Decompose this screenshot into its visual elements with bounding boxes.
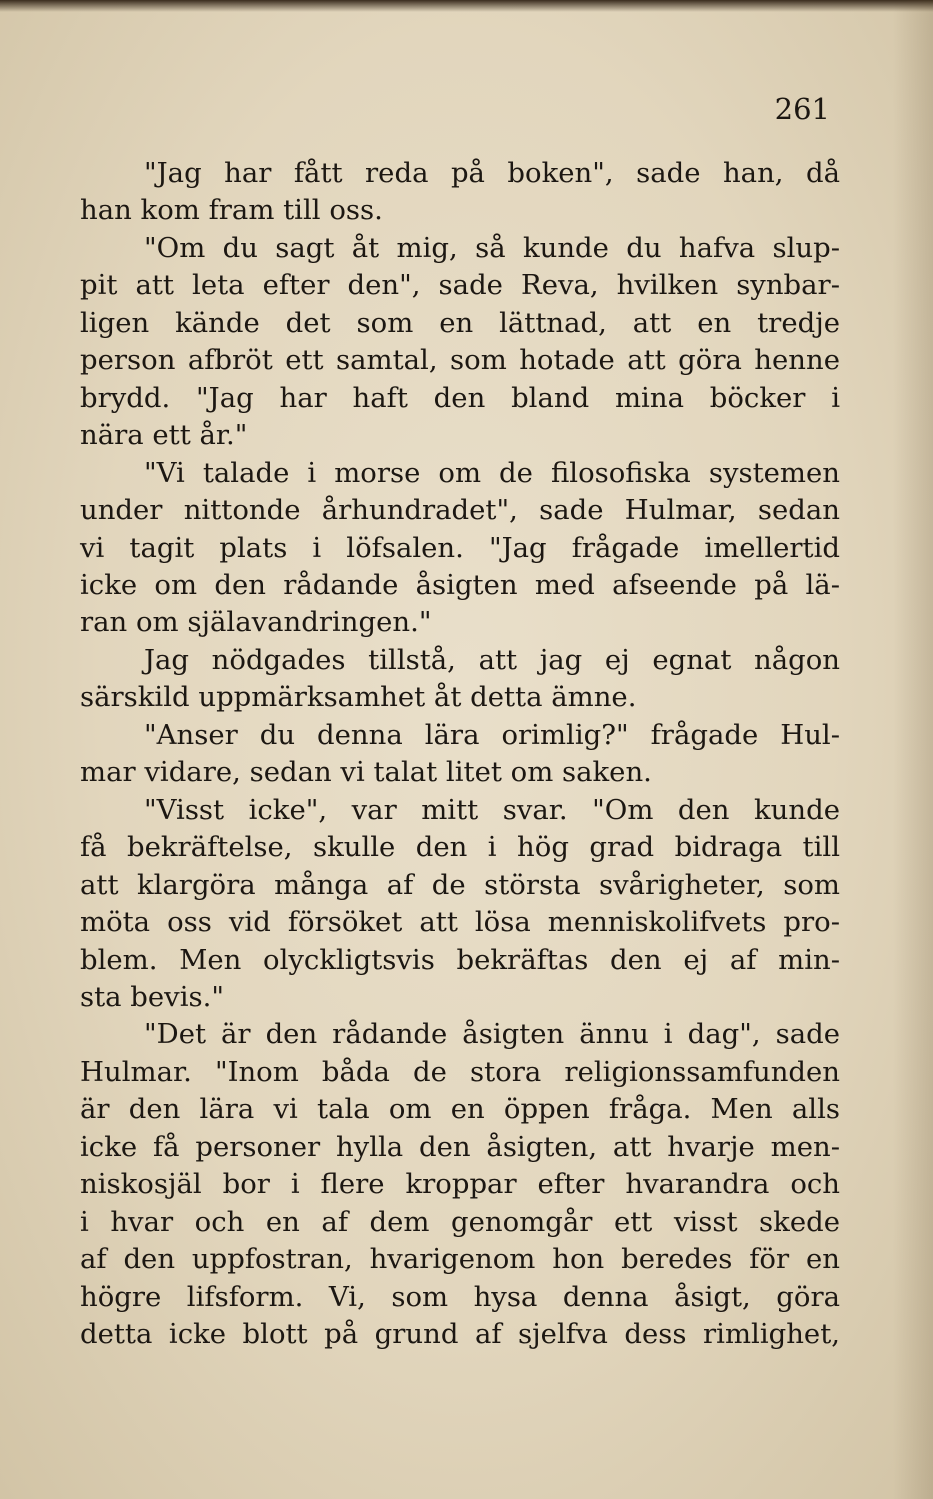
text-line: af den uppfostran, hvarigenom hon beredes för en	[80, 1243, 840, 1276]
text-line: icke om den rådande åsigten med afseende på lä-	[80, 568, 840, 601]
text-line: i hvar och en af dem genomgår ett visst skede	[80, 1205, 840, 1238]
text-line: "Anser du denna lära orimlig?" frågade Hul-	[144, 718, 840, 751]
text-line: "Vi talade i morse om de filosofiska systemen	[144, 456, 840, 489]
text-line: han kom fram till oss.	[80, 194, 383, 227]
text-line: nära ett år."	[80, 419, 248, 452]
text-line: pit att leta efter den", sade Reva, hvilken synbar-	[80, 269, 840, 302]
text-line: "Om du sagt åt mig, så kunde du hafva slup-	[144, 231, 840, 264]
text-line: att klargöra många af de största svårigheter, som	[80, 868, 840, 901]
text-line: "Visst icke", var mitt svar. "Om den kunde	[144, 793, 840, 826]
text-line: person afbröt ett samtal, som hotade att göra henne	[80, 344, 840, 377]
text-line: är den lära vi tala om en öppen fråga. Men alls	[80, 1093, 840, 1126]
page-top-edge	[0, 0, 933, 12]
text-line: vi tagit plats i löfsalen. "Jag frågade imellertid	[80, 531, 840, 564]
text-line: ran om själavandringen."	[80, 606, 432, 639]
text-line: "Jag har fått reda på boken", sade han, då	[144, 157, 840, 189]
text-line: "Det är den rådande åsigten ännu i dag", sade	[144, 1018, 840, 1051]
text-line: högre lifsform. Vi, som hysa denna åsigt, göra	[80, 1280, 840, 1313]
text-line: icke få personer hylla den åsigten, att hvarje men-	[80, 1130, 840, 1163]
text-line: detta icke blott på grund af sjelfva dess rimlighet,	[80, 1318, 840, 1351]
page-binding-shadow	[893, 0, 933, 1499]
text-line: brydd. "Jag har haft den bland mina böcker i	[80, 381, 840, 414]
page-number: 261	[774, 92, 830, 126]
text-line: sta bevis."	[80, 980, 225, 1013]
body-text	[80, 155, 840, 1354]
text-line: möta oss vid försöket att lösa menniskolifvets pro-	[80, 906, 840, 939]
text-line: Jag nödgades tillstå, att jag ej egnat någon	[144, 643, 840, 676]
text-line: under nittonde århundradet", sade Hulmar, sedan	[80, 494, 840, 527]
text-line: Hulmar. "Inom båda de stora religionssamfunden	[80, 1055, 840, 1088]
text-line: blem. Men olyckligtsvis bekräftas den ej af min-	[80, 943, 840, 976]
text-line: särskild uppmärksamhet åt detta ämne.	[80, 681, 637, 714]
text-line: niskosjäl bor i flere kroppar efter hvarandra och	[80, 1168, 840, 1201]
text-line: mar vidare, sedan vi talat litet om saken.	[80, 756, 652, 789]
text-line: ligen kände det som en lättnad, att en tredje	[80, 306, 840, 339]
text-line: få bekräftelse, skulle den i hög grad bidraga till	[80, 831, 840, 864]
